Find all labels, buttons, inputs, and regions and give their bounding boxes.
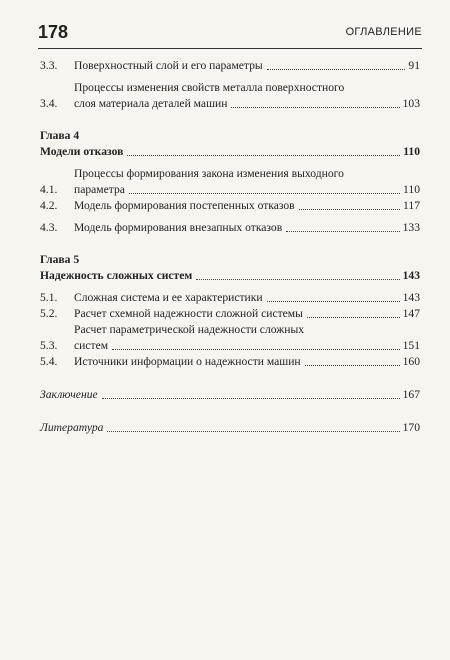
toc-entry-number: 4.2. [40, 199, 58, 212]
page-number: 178 [38, 22, 69, 42]
toc-entry-conclusion [40, 387, 420, 403]
toc-entry-title: Литература [40, 421, 104, 434]
toc-entry-title-line: слоя материала деталей машин [74, 97, 228, 110]
toc-entry-title-line: параметра [74, 183, 125, 196]
toc-entry-4-1 [40, 166, 420, 198]
header-rule [38, 48, 422, 49]
toc-entry-4-3 [40, 220, 420, 236]
toc-entry-4-2 [40, 198, 420, 214]
toc-entry-title-line: Расчет параметрической надежности сложных [74, 323, 305, 336]
dot-leader [267, 301, 400, 302]
toc-entry-page: 143 [402, 291, 420, 304]
toc-entry-page: 147 [402, 307, 420, 320]
dot-leader [107, 431, 399, 432]
dot-leader [299, 209, 400, 210]
toc-entry-5-4 [40, 354, 420, 370]
toc-entry-literature [40, 420, 420, 436]
running-title: ОГЛАВЛЕНИЕ [345, 26, 422, 38]
toc-entry-number: 4.1. [40, 183, 58, 196]
toc-entry-page: 103 [402, 97, 420, 110]
toc-entry-3-4 [40, 80, 420, 112]
toc-entry-title: Сложная система и ее характеристики [74, 291, 263, 304]
dot-leader [196, 279, 399, 280]
dot-leader [305, 365, 400, 366]
toc-entry-5-2 [40, 306, 420, 322]
toc-entry-title: Заключение [40, 388, 98, 401]
chapter-title: Надежность сложных систем [40, 269, 193, 282]
toc-entry-number: 4.3. [40, 221, 58, 234]
toc-entry-5-3 [40, 322, 420, 354]
dot-leader [307, 317, 400, 318]
toc-entry-title-line: Процессы изменения свойств металла поверхностного [74, 81, 345, 94]
toc-entry-number: 5.2. [40, 307, 58, 320]
dot-leader [267, 69, 406, 70]
toc-entry-page: 91 [408, 59, 420, 72]
dot-leader [286, 231, 399, 232]
chapter-label: Глава 4 [40, 129, 80, 142]
toc-entry-title: Расчет схемной надежности сложной системы [74, 307, 303, 320]
toc-entry-3-3 [40, 58, 420, 74]
toc-entry-page: 133 [402, 221, 420, 234]
toc-entry-page: 151 [402, 339, 420, 352]
toc-entry-number: 5.3. [40, 339, 58, 352]
dot-leader [127, 155, 400, 156]
dot-leader [129, 193, 400, 194]
dot-leader [102, 398, 400, 399]
dot-leader [112, 349, 400, 350]
toc-entry-page: 170 [402, 421, 420, 434]
toc-entry-page: 110 [403, 183, 420, 196]
page-header [38, 22, 422, 46]
chapter-title-entry [40, 144, 420, 160]
toc-entry-title-line: систем [74, 339, 109, 352]
toc-entry-title: Поверхностный слой и его параметры [74, 59, 263, 72]
toc-entry-page: 167 [402, 388, 420, 401]
toc-entry-title: Модель формирования постепенных отказов [74, 199, 295, 212]
chapter-label: Глава 5 [40, 253, 80, 266]
toc-entry-number: 3.4. [40, 97, 58, 110]
toc-entry-page: 117 [403, 199, 420, 212]
toc-entry-title-line: Процессы формирования закона изменения выходного [74, 167, 344, 180]
toc-entry-title: Источники информации о надежности машин [74, 355, 301, 368]
toc-entry-number: 5.4. [40, 355, 58, 368]
toc-entry-5-1 [40, 290, 420, 306]
chapter-title-entry [40, 268, 420, 284]
dot-leader [231, 107, 399, 108]
toc-entry-title: Модель формирования внезапных отказов [74, 221, 283, 234]
toc-entry-page: 110 [403, 145, 420, 158]
chapter-title: Модели отказов [40, 145, 124, 158]
toc-entry-page: 160 [402, 355, 420, 368]
toc-entry-number: 3.3. [40, 59, 58, 72]
table-of-contents [40, 58, 420, 436]
toc-entry-number: 5.1. [40, 291, 58, 304]
toc-entry-page: 143 [402, 269, 420, 282]
